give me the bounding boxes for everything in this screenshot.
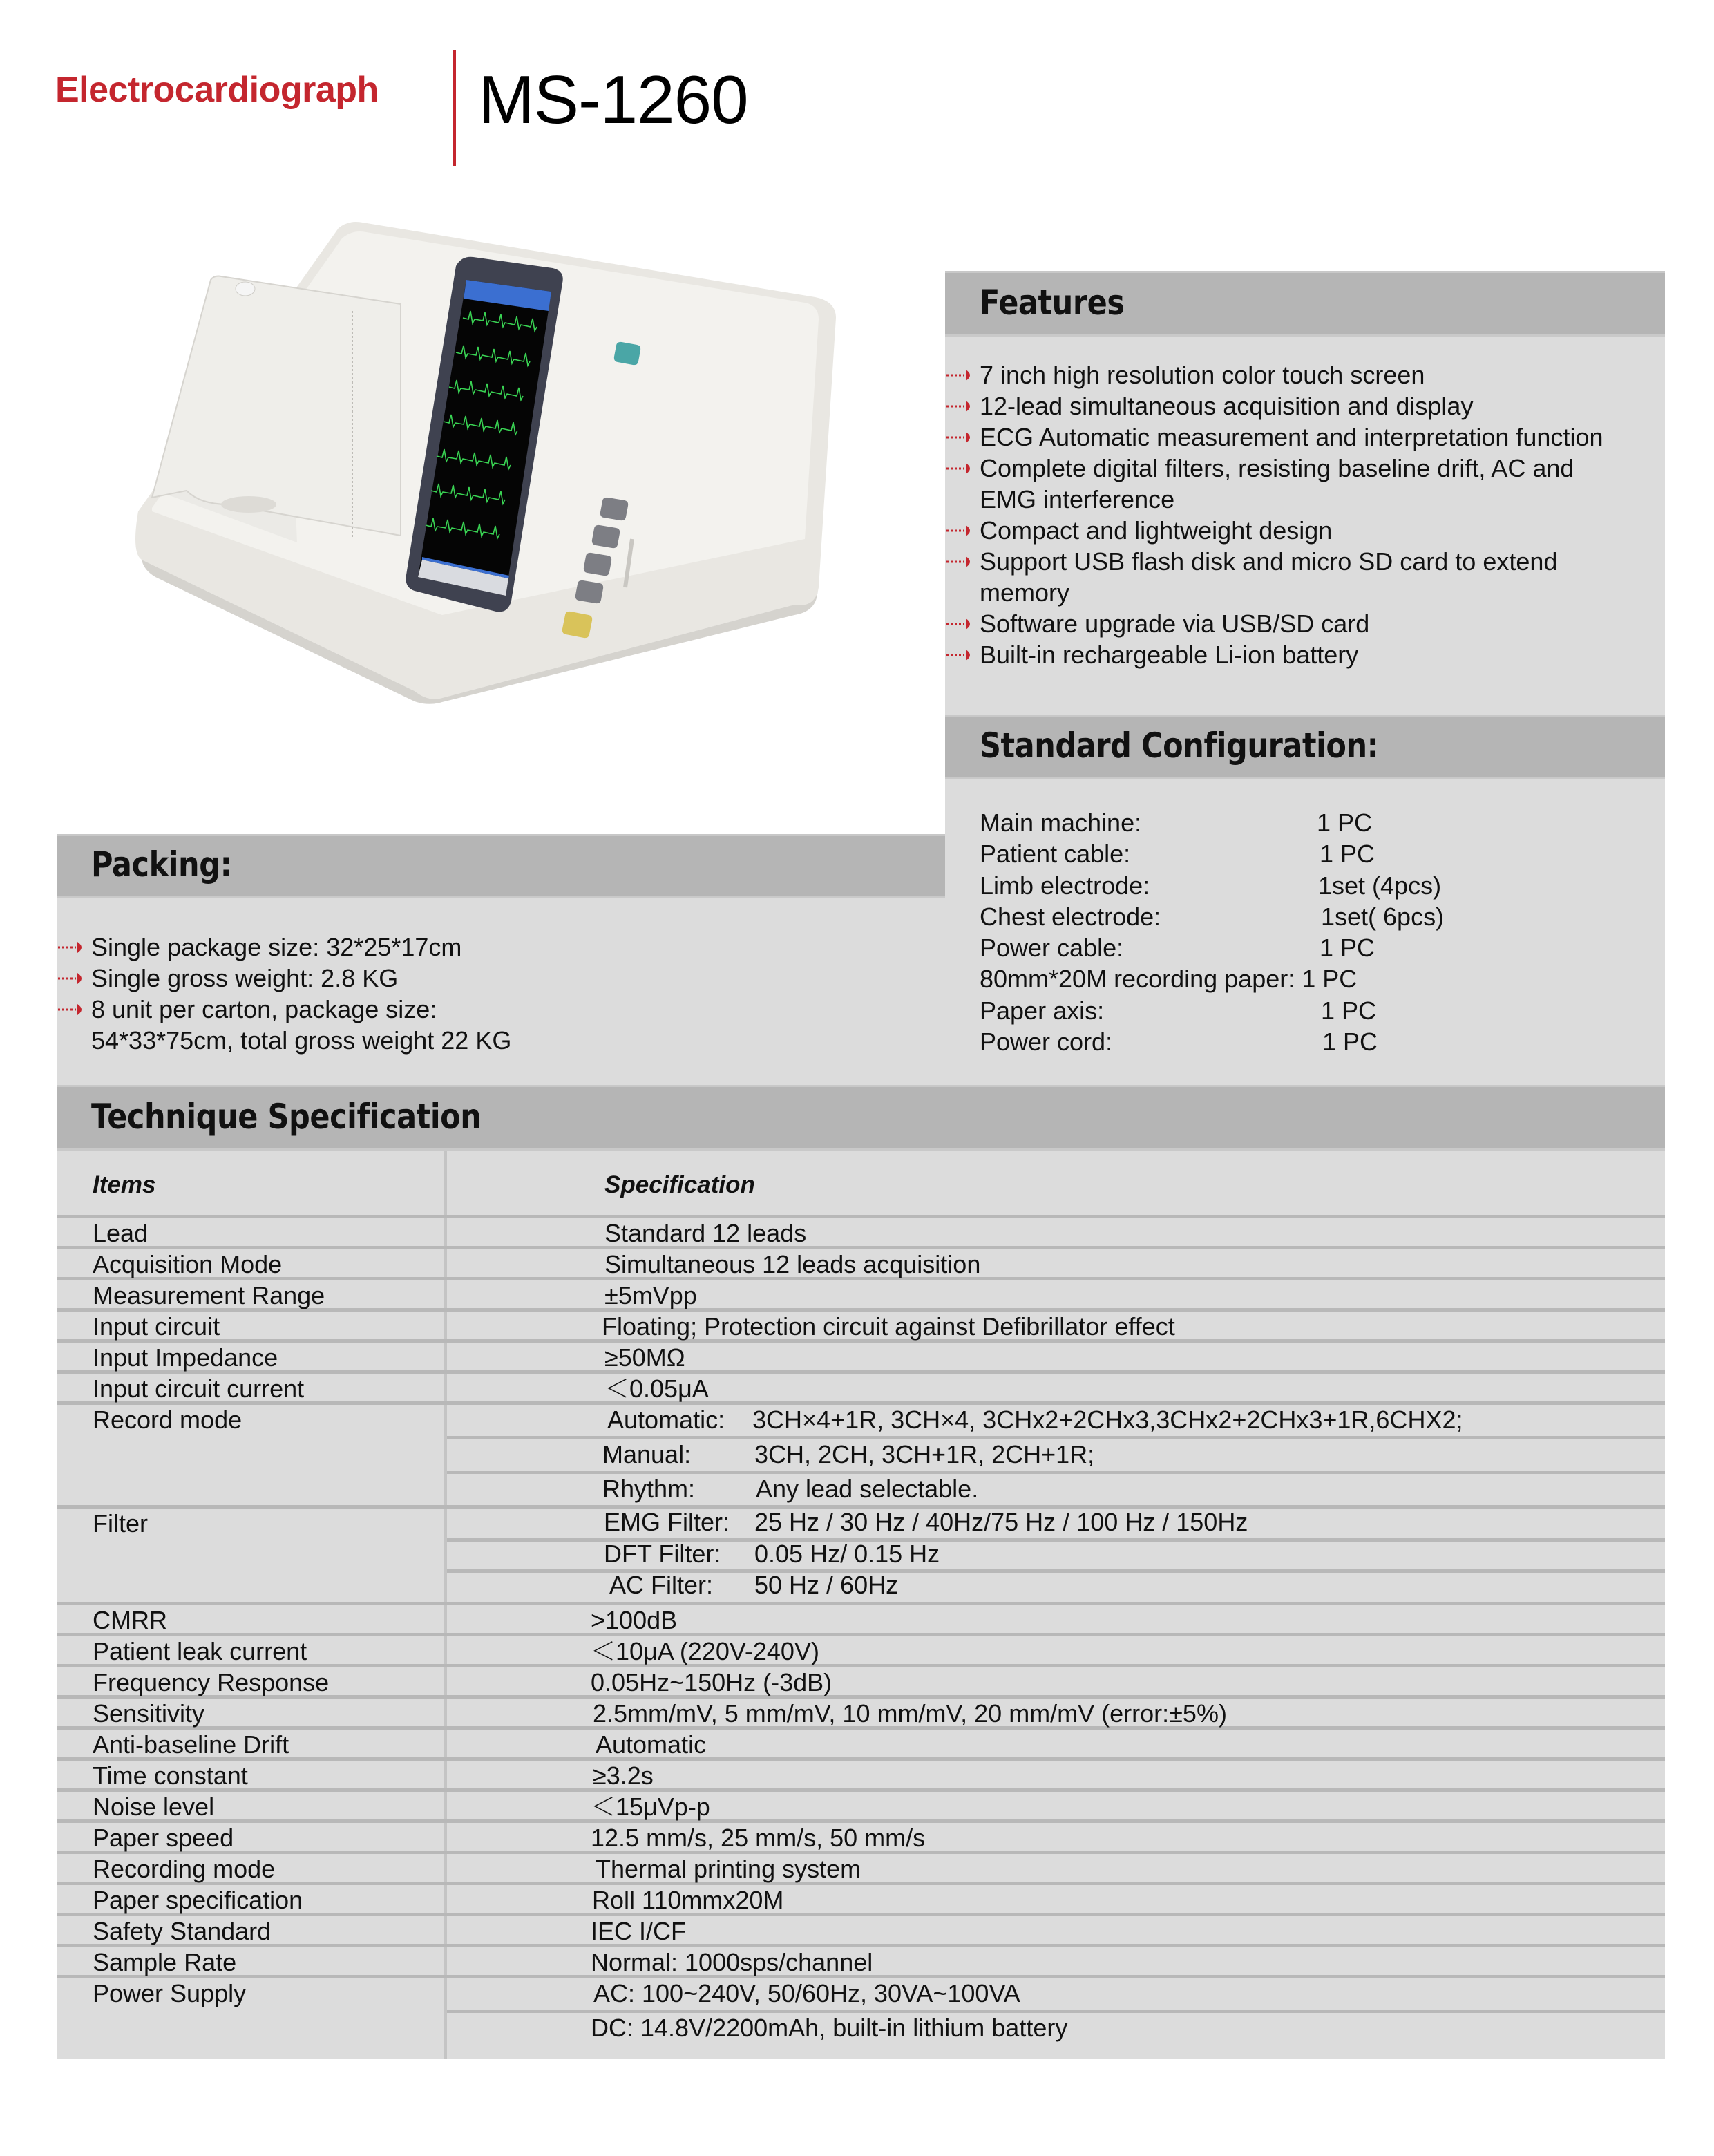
table-row: Paper specification Roll 110mmx20M bbox=[57, 1885, 1665, 1916]
feature-item: ECG Automatic measurement and interpretation function bbox=[945, 422, 1657, 453]
feature-item: 12-lead simultaneous acquisition and display bbox=[945, 390, 1657, 422]
spec-header bbox=[57, 1085, 1665, 1151]
features-list bbox=[945, 359, 1657, 670]
red-arrow-bullet-icon bbox=[945, 399, 977, 414]
table-row: Anti-baseline Drift Automatic bbox=[57, 1730, 1665, 1761]
device-image bbox=[124, 214, 870, 739]
power-button bbox=[614, 342, 640, 365]
column-header-specification: Specification bbox=[604, 1171, 755, 1198]
red-arrow-bullet-icon bbox=[945, 368, 977, 383]
feature-item: Software upgrade via USB/SD card bbox=[945, 608, 1657, 639]
red-arrow-bullet-icon bbox=[57, 1002, 88, 1017]
table-row: Sensitivity 2.5mm/mV, 5 mm/mV, 10 mm/mV, 20 mm/mV (error:±5%) bbox=[57, 1699, 1665, 1730]
title-divider bbox=[453, 50, 456, 166]
config-row: Power cord: 1 PC bbox=[980, 1028, 1378, 1057]
feature-item: Complete digital filters, resisting baseline drift, AC and EMG interference bbox=[945, 453, 1615, 515]
feature-item: Built-in rechargeable Li-ion battery bbox=[945, 639, 1657, 670]
config-row: 80mm*20M recording paper: 1 PC bbox=[980, 965, 1358, 994]
packing-list bbox=[57, 932, 678, 1056]
table-row-power-supply: Power Supply AC: 100~240V, 50/60Hz, 30VA~100VA DC: 14.8V/2200mAh, built-in lithium battery bbox=[57, 1978, 1665, 2059]
feature-item: Support USB flash disk and micro SD card to extend memory bbox=[945, 546, 1601, 608]
table-row: Acquisition Mode Simultaneous 12 leads acquisition bbox=[57, 1249, 1665, 1280]
config-row: Power cable: 1 PC bbox=[980, 934, 1375, 963]
packing-title: Packing: bbox=[91, 844, 232, 885]
red-arrow-bullet-icon bbox=[945, 430, 977, 445]
red-arrow-bullet-icon bbox=[57, 940, 88, 955]
packing-item: Single gross weight: 2.8 KG bbox=[57, 963, 678, 994]
table-row: Patient leak current ＜10μA (220V-240V) bbox=[57, 1636, 1665, 1667]
table-row-filter: Filter EMG Filter: 25 Hz / 30 Hz / 40Hz/75 Hz / 100 Hz / 150Hz DFT Filter: 0.05 Hz/ 0.15 Hz AC Filter: 50 Hz / 60Hz bbox=[57, 1509, 1665, 1605]
table-row: Measurement Range ±5mVpp bbox=[57, 1280, 1665, 1312]
table-row: Recording mode Thermal printing system bbox=[57, 1854, 1665, 1885]
table-row: Input Impedance ≥50MΩ bbox=[57, 1343, 1665, 1374]
table-row-record-mode: Record mode Automatic: 3CH×4+1R, 3CH×4, 3CHx2+2CHx3,3CHx2+2CHx3+1R,6CHX2; Manual: 3CH, 2CH, 3CH+1R, 2CH+1R; Rhythm: Any lead selectable. bbox=[57, 1405, 1665, 1509]
red-arrow-bullet-icon bbox=[57, 971, 88, 986]
red-arrow-bullet-icon bbox=[945, 523, 977, 538]
table-row: Noise level ＜15μVp-p bbox=[57, 1792, 1665, 1823]
table-row: Input circuit current ＜0.05μA bbox=[57, 1374, 1665, 1405]
table-row: CMRR >100dB bbox=[57, 1605, 1665, 1636]
features-header bbox=[945, 271, 1665, 337]
config-row: Limb electrode: 1set (4pcs) bbox=[980, 871, 1442, 900]
config-row: Paper axis: 1 PC bbox=[980, 996, 1377, 1025]
product-category: Electrocardiograph bbox=[55, 70, 379, 110]
red-arrow-bullet-icon bbox=[945, 647, 977, 663]
configuration-header bbox=[945, 715, 1665, 779]
table-row: Sample Rate Normal: 1000sps/channel bbox=[57, 1947, 1665, 1978]
table-row: Paper speed 12.5 mm/s, 25 mm/s, 50 mm/s bbox=[57, 1823, 1665, 1854]
table-row: Time constant ≥3.2s bbox=[57, 1761, 1665, 1792]
table-row: Lead Standard 12 leads bbox=[57, 1218, 1665, 1249]
column-header-items: Items bbox=[93, 1171, 156, 1198]
spec-title: Technique Specification bbox=[91, 1097, 482, 1137]
configuration-title: Standard Configuration: bbox=[980, 726, 1379, 766]
packing-header bbox=[57, 834, 945, 898]
packing-item: 8 unit per carton, package size: 54*33*75cm, total gross weight 22 KG bbox=[57, 994, 575, 1056]
config-row: Chest electrode: 1set( 6pcs) bbox=[980, 902, 1445, 931]
feature-item: 7 inch high resolution color touch screen bbox=[945, 359, 1657, 390]
spec-table bbox=[57, 1151, 1665, 2059]
table-row: Input circuit Floating; Protection circuit against Defibrillator effect bbox=[57, 1312, 1665, 1343]
red-arrow-bullet-icon bbox=[945, 616, 977, 632]
spec-table-header bbox=[57, 1151, 1665, 1218]
table-row: Safety Standard IEC I/CF bbox=[57, 1916, 1665, 1947]
packing-item: Single package size: 32*25*17cm bbox=[57, 932, 678, 963]
table-row: Frequency Response 0.05Hz~150Hz (-3dB) bbox=[57, 1667, 1665, 1699]
red-arrow-bullet-icon bbox=[945, 554, 977, 569]
config-row: Main machine: 1 PC bbox=[980, 808, 1373, 837]
features-title: Features bbox=[980, 283, 1125, 323]
red-arrow-bullet-icon bbox=[945, 461, 977, 476]
configuration-list bbox=[980, 807, 1444, 1057]
product-model: MS-1260 bbox=[478, 62, 748, 138]
ecg-device-illustration bbox=[124, 214, 870, 739]
config-row: Patient cable: 1 PC bbox=[980, 840, 1375, 869]
feature-item: Compact and lightweight design bbox=[945, 515, 1657, 546]
